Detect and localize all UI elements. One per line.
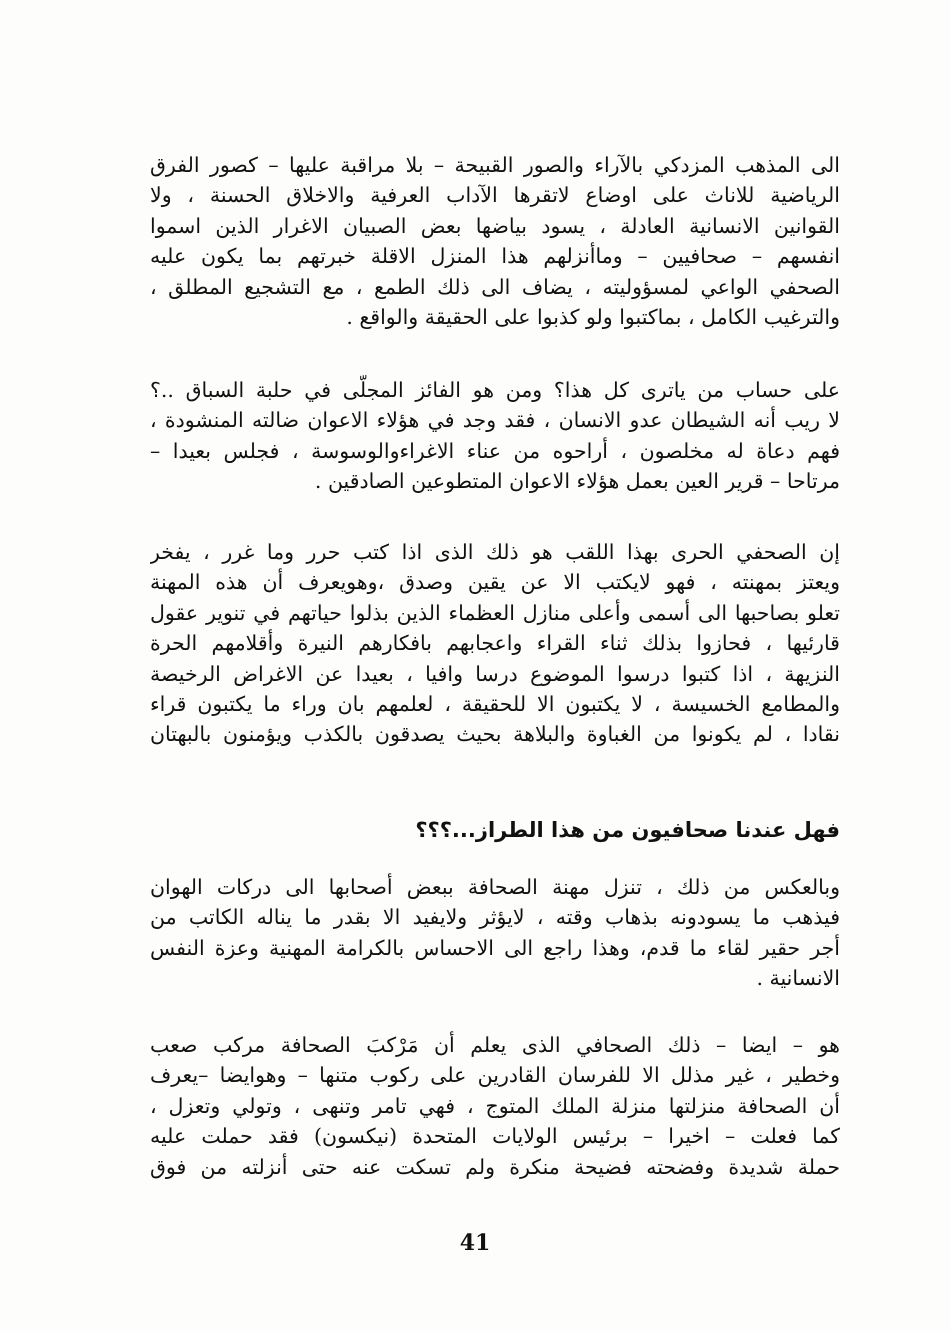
paragraph-1 bbox=[150, 150, 840, 332]
paragraph-2 bbox=[150, 375, 840, 497]
paragraph-3 bbox=[150, 537, 840, 750]
paragraph-line: الى المذهب المزدكي بالآراء والصور القبيحة – بلا مراقبة عليها – كصور الفرق bbox=[150, 153, 840, 177]
paragraph-line: إن الصحفي الحرى بهذا اللقب هو ذلك الذى اذا كتب حرر وما غرر ، يفخر bbox=[150, 540, 840, 564]
paragraph-line: ويعتز بمهنته ، فهو لايكتب الا عن يقين وصدق ،وهويعرف أن هذه المهنة bbox=[150, 570, 840, 595]
section-heading: فهل عندنا صحافيون من هذا الطراز...؟؟؟ bbox=[415, 818, 840, 842]
paragraph-line: انفسهم – صحافيين – وماأنزلهم هذا المنزل الاقلة خبرتهم بما يكون عليه bbox=[150, 244, 840, 269]
paragraph-line: الانسانية . bbox=[756, 966, 840, 991]
paragraph-line: تعلو بصاحبها الى أسمى وأعلى منازل العظماء الذين بذلوا حياتهم في تنوير عقول bbox=[150, 600, 840, 625]
paragraph-line: فيذهب ما يسودونه بذهاب وقته ، لايؤثر ولايفيد الا بقدر ما يناله الكاتب من bbox=[150, 905, 840, 930]
paragraph-line: النزيهة ، اذا كتبوا درسوا الموضوع درسا وافيا ، بعيدا عن الاغراض الرخيصة bbox=[150, 661, 840, 686]
paragraph-line: كما فعلت – اخيرا – برئيس الولايات المتحدة (نيكسون) فقد حملت عليه bbox=[150, 1124, 840, 1149]
paragraph-line: قارئيها ، فحازوا بذلك ثناء القراء واعجابهم بافكارهم النيرة وأقلامهم الحرة bbox=[150, 631, 840, 656]
paragraph-line: الرياضية للاناث على اوضاع لاتقرها الآداب العرفية والاخلاق الحسنة ، ولا bbox=[150, 183, 840, 208]
paragraph-line: نقادا ، لم يكونوا من الغباوة والبلاهة بحيث يصدقون بالكذب ويؤمنون بالبهتان bbox=[150, 722, 840, 747]
paragraph-line: حملة شديدة وفضحته فضيحة منكرة ولم تسكت عنه حتى أنزلته من فوق bbox=[150, 1154, 840, 1179]
paragraph-line: لا ريب أنه الشيطان عدو الانسان ، فقد وجد في هؤلاء الاعوان ضالته المنشودة ، bbox=[150, 408, 840, 433]
paragraph-line: على حساب من ياترى كل هذا؟ ومن هو الفائز المجلّى في حلبة السباق ..؟ bbox=[150, 378, 840, 402]
paragraph-line: مرتاحا – قرير العين بعمل هؤلاء الاعوان المتطوعين الصادقين . bbox=[314, 469, 840, 494]
page-number: 41 bbox=[459, 1230, 491, 1256]
paragraph-line: فهم دعاة له مخلصون ، أراحوه من عناء الاغراءوالوسوسة ، فجلس بعيدا – bbox=[150, 438, 840, 463]
paragraph-line: أن الصحافة منزلتها منزلة الملك المتوج ، فهي تامر وتنهى ، وتولي وتعزل ، bbox=[150, 1093, 840, 1118]
paragraph-line: أجر حقير لقاء ما قدم، وهذا راجع الى الاحساس بالكرامة المهنية وعزة النفس bbox=[150, 935, 840, 960]
paragraph-5 bbox=[150, 1030, 840, 1182]
paragraph-line: الصحفي الواعي لمسؤوليته ، يضاف الى ذلك الطمع ، مع التشجيع المطلق ، bbox=[150, 274, 840, 299]
paragraph-line: وخطير ، غير مذلل الا للفرسان القادرين على ركوب متنها – وهوايضا –يعرف bbox=[150, 1063, 840, 1088]
paragraph-line: هو – ايضا – ذلك الصحافي الذى يعلم أن مَرْكبَ الصحافة مركب صعب bbox=[150, 1033, 840, 1057]
paragraph-4 bbox=[150, 872, 840, 994]
paragraph-line: والمطامع الخسيسة ، لا يكتبون الا للحقيقة ، لعلمهم بان وراء ما يكتبون قراء bbox=[150, 692, 840, 717]
paragraph-line: والترغيب الكامل ، بماكتبوا ولو كذبوا على الحقيقة والواقع . bbox=[346, 305, 840, 330]
paragraph-line: وبالعكس من ذلك ، تنزل مهنة الصحافة ببعض أصحابها الى دركات الهوان bbox=[150, 875, 840, 899]
paragraph-line: القوانين الانسانية العادلة ، يسود بياضها بعض الصبيان الاغرار الذين اسموا bbox=[150, 213, 840, 238]
